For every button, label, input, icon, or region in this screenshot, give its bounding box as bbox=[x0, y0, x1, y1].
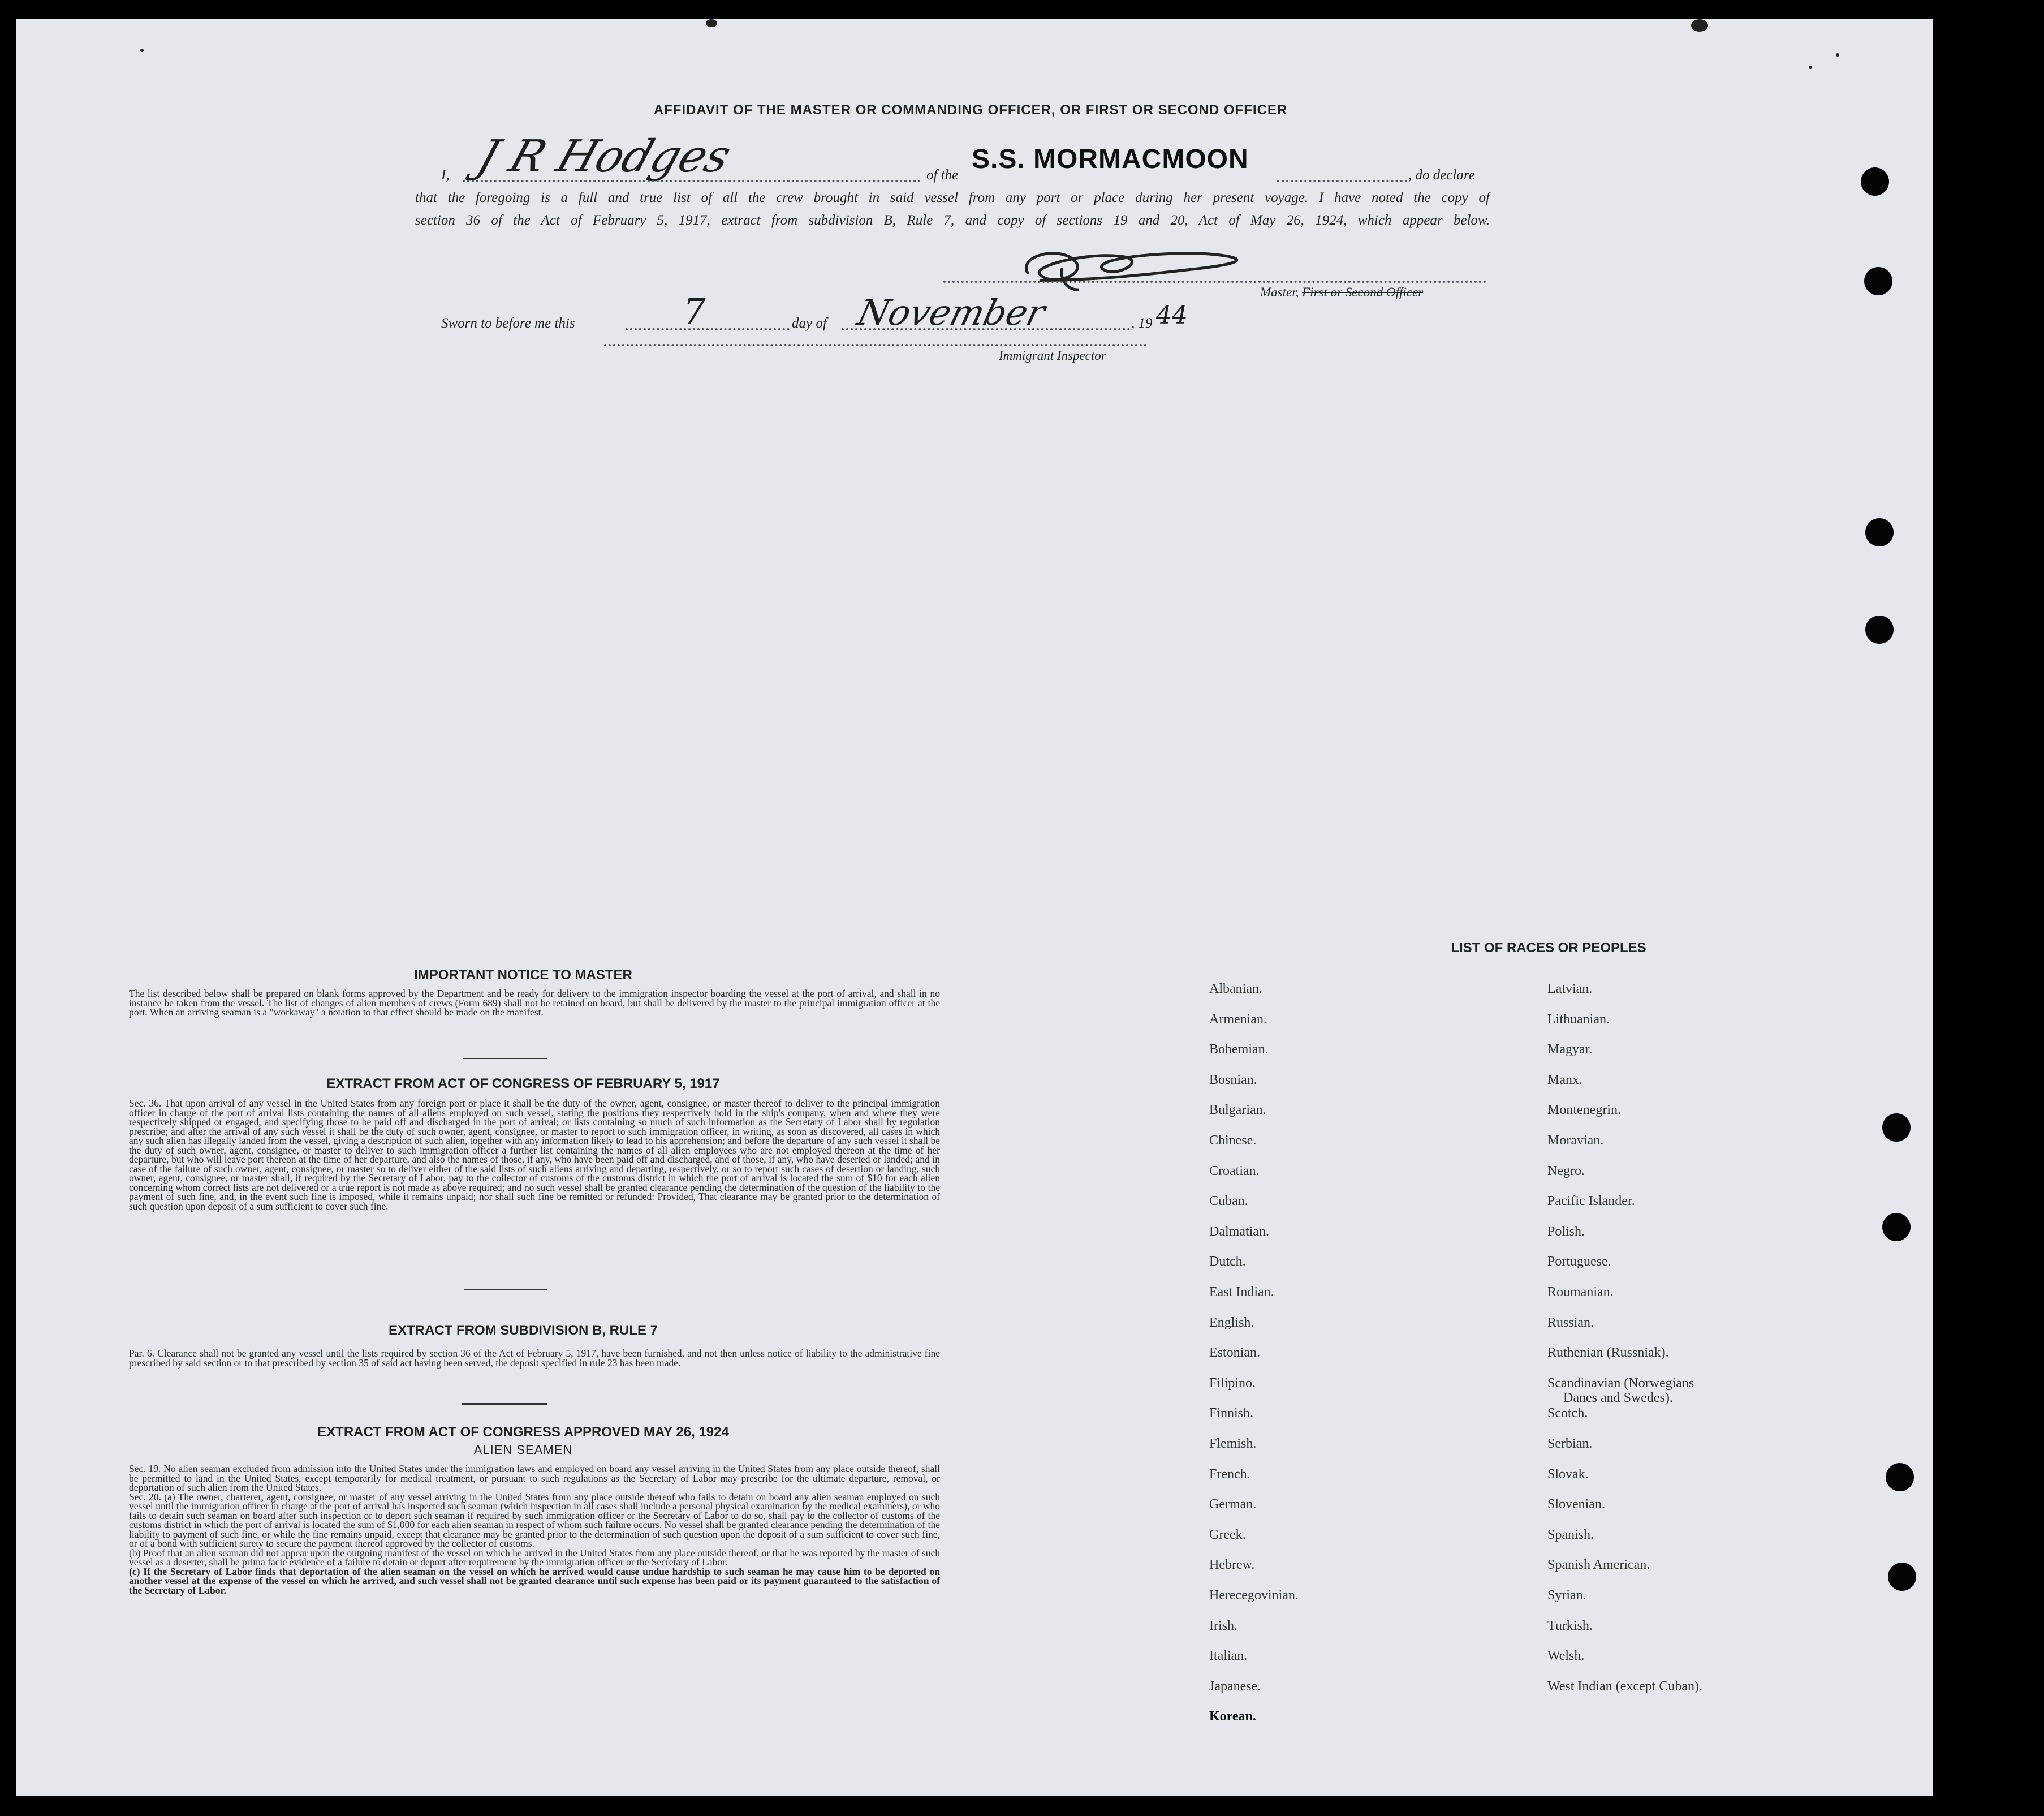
divider bbox=[464, 1289, 547, 1290]
race-item: Syrian. bbox=[1547, 1588, 1586, 1603]
race-item: Armenian. bbox=[1209, 1012, 1267, 1027]
punch-hole bbox=[1865, 518, 1894, 546]
race-item: Montenegrin. bbox=[1547, 1103, 1621, 1118]
punch-hole bbox=[1888, 1563, 1916, 1591]
month-dotted-line bbox=[842, 328, 1130, 330]
name-dotted-line bbox=[463, 180, 921, 182]
speck bbox=[1691, 19, 1708, 32]
race-item: Latvian. bbox=[1547, 982, 1593, 996]
punch-hole bbox=[1886, 1463, 1914, 1491]
sec20a-text: Sec. 20. (a) The owner, charterer, agent, consignee, or master of any vessel arriving in the United States from any place outside thereof who fails to detain on board any alien seaman employed on such vessel until the immigration officer in charge at the port of arrival has inspected such seaman (which inspection in all cases shall include a personal physical examination by the medical examiners), or who fails to detain such seaman on board after such inspection or to deport such seaman if required by such immigration officer or the Secretary of Labor to do so, shall pay to the collector of customs of the customs district in which the port of arrival is located the sum of $1,000 for each alien seaman in respect of whom such failure occurs. No vessel shall be granted clearance pending the determination of the liability to payment of such fine, or while the fine remains unpaid, except that clearance may be granted prior to the determination of such question upon the deposit of a sum sufficient to cover such fine, or of a bond with sufficient surety to secure the payment thereof approved by the collector of customs. bbox=[129, 1491, 940, 1549]
speck bbox=[140, 49, 144, 52]
speck bbox=[1809, 66, 1812, 69]
master-signature-line bbox=[943, 281, 1486, 283]
extract-1917-title: EXTRACT FROM ACT OF CONGRESS OF FEBRUARY 5, 1917 bbox=[326, 1076, 720, 1091]
race-item: Croatian. bbox=[1209, 1163, 1260, 1178]
race-item: Filipino. bbox=[1209, 1375, 1256, 1391]
year-prefix: , 19 bbox=[1131, 316, 1153, 331]
race-item: Serbian. bbox=[1547, 1436, 1593, 1451]
do-declare-label: , do declare bbox=[1408, 167, 1475, 183]
punch-hole bbox=[1861, 167, 1889, 196]
officer-struck-label: First or Second Officer bbox=[1302, 285, 1424, 299]
race-item: Portuguese. bbox=[1547, 1254, 1611, 1270]
divider bbox=[463, 1058, 547, 1059]
race-item: Bosnian. bbox=[1209, 1072, 1257, 1087]
speck bbox=[706, 19, 717, 27]
vessel-dotted-line bbox=[1277, 180, 1407, 182]
race-item: Spanish American. bbox=[1547, 1557, 1650, 1573]
day-value: 7 bbox=[683, 291, 706, 332]
race-item: Slovak. bbox=[1547, 1466, 1589, 1482]
sec19-text: Sec. 19. No alien seaman excluded from admission into the United States under the immigration laws and employed on board any vessel arriving in the United States from any place outside thereof, shall be permitted to land in the United States, except temporarily for medical treatment, or pursuant to such regulations as the Secretary of Labor may prescribe for the ultimate departure, removal, or deportation of such alien from the United States. bbox=[129, 1463, 940, 1493]
race-item: Dalmatian. bbox=[1209, 1224, 1269, 1239]
race-item: Spanish. bbox=[1547, 1527, 1594, 1542]
race-item: Albanian. bbox=[1209, 982, 1262, 996]
race-item: Manx. bbox=[1547, 1072, 1582, 1087]
race-item: Ruthenian (Russniak). bbox=[1547, 1345, 1669, 1361]
divider bbox=[462, 1403, 547, 1405]
race-item: Greek. bbox=[1209, 1527, 1246, 1542]
race-item: Slovenian. bbox=[1547, 1497, 1605, 1512]
sworn-label: Sworn to before me this bbox=[441, 316, 575, 331]
notice-column bbox=[106, 947, 940, 1694]
race-item: Turkish. bbox=[1547, 1618, 1593, 1633]
race-item: Bulgarian. bbox=[1209, 1103, 1266, 1118]
race-item: German. bbox=[1209, 1497, 1257, 1512]
affidavit-title: AFFIDAVIT OF THE MASTER OR COMMANDING OFFICER, OR FIRST OR SECOND OFFICER bbox=[653, 102, 1288, 118]
sec20c-text: (c) If the Secretary of Labor finds that deportation of the alien seaman on the vessel on which he arrived would cause undue hardship to such seaman he may cause him to be deported on another vessel at the expense of the vessel on which he arrived, and such vessel shall not be granted clearance until such expense has been paid or its payment guaranteed to the satisfaction of the Secretary of Labor. bbox=[129, 1565, 940, 1596]
race-item: French. bbox=[1209, 1466, 1250, 1482]
race-item: Welsh. bbox=[1547, 1649, 1585, 1664]
inspector-label: Immigrant Inspector bbox=[999, 348, 1106, 363]
notice-text: The list described below shall be prepared on blank forms approved by the Department and be ready for delivery to the immigration inspector boarding the vessel at the port of arrival, and shall in no instance be taken from the vessel. The list of changes of alien members of crews (Form 689) shall not be retained on board, but shall be delivered by the master to the principal immigration officer at the port. When an arriving seaman is a "workaway" a notation to that effect should be made on the manifest. bbox=[129, 988, 940, 1018]
race-item: Estonian. bbox=[1209, 1345, 1260, 1361]
race-item: Polish. bbox=[1547, 1224, 1585, 1239]
year-value: 44 bbox=[1156, 301, 1188, 330]
race-item: Finnish. bbox=[1209, 1406, 1254, 1421]
punch-hole bbox=[1882, 1113, 1911, 1142]
punch-hole bbox=[1882, 1213, 1911, 1241]
race-item: Italian. bbox=[1209, 1649, 1248, 1664]
extract-rule7-text: Par. 6. Clearance shall not be granted any vessel until the lists required by section 36 of the Act of February 5, 1917, have been furnished, and not then unless notice of liability to the administrative fine prescribed by said section or to that prescribed by section 35 of said act having been served, the deposit specified in rule 23 has been made. bbox=[129, 1348, 940, 1369]
race-item: Pacific Islander. bbox=[1547, 1194, 1635, 1209]
race-item: Lithuanian. bbox=[1547, 1012, 1610, 1027]
extract-1917-text: Sec. 36. That upon arrival of any vessel in the United States from any foreign port or place it shall be the duty of the owner, agent, consignee, or master thereof to deliver to the principal immigration officer in charge of the port of arrival lists containing the names of all aliens employed on such vessel, stating the positions they respectively hold in the ship's company, when and where they were respectively shipped or engaged, and specifying those to be paid off and discharged in the port of arrival; or lists containing so much of such information as the Secretary of Labor shall by regulation prescribe; and after the arrival of any such vessel it shall be the duty of such owner, agent, consignee, or master to report to such immigration officer, in writing, as soon as discovered, all cases in which any such alien has illegally landed from the vessel, giving a description of such alien, together with any information likely to lead to his apprehension; and before the departure of any such vessel it shall be the duty of such owner, agent, consignee, or master to deliver to such immigration officer a further list containing the names of all alien employees who are not employed thereon at the time of her departure, but who will leave port thereon at the time of her departure, and also the names of those, if any, who have been paid off and discharged, and of those, if any, who have deserted or landed; and in case of the failure of such owner, agent, consignee, or master so to deliver either of the said lists of such aliens arriving and departing, respectively, or so to report such cases of desertion or landing, such owner, agent, consignee, or master shall, if required by the Secretary of Labor, pay to the collector of customs of the customs district in which the port of arrival is located the sum of $10 for each alien concerning whom correct lists are not delivered or a true report is not made as above required; and no such vessel shall be granted clearance pending the determination of the question of the liability to the payment of such fine, and, in the event such fine is imposed, while it remains unpaid; nor shall such fine be remitted or refunded: Provided, That clearance may be granted prior to the determination of such question upon deposit of a sum sufficient to cover such fine. bbox=[129, 1098, 940, 1212]
notice-title: IMPORTANT NOTICE TO MASTER bbox=[414, 967, 632, 983]
extract-1924-subtitle: ALIEN SEAMEN bbox=[473, 1443, 573, 1457]
race-item: English. bbox=[1209, 1315, 1254, 1330]
race-item: West Indian (except Cuban). bbox=[1547, 1679, 1702, 1694]
race-item: Magyar. bbox=[1547, 1042, 1593, 1057]
race-item: Irish. bbox=[1209, 1618, 1237, 1633]
race-item: Moravian. bbox=[1547, 1133, 1604, 1148]
races-title: LIST OF RACES OR PEOPLES bbox=[1451, 940, 1646, 956]
of-the-label: of the bbox=[926, 167, 959, 183]
sec20b-text: (b) Proof that an alien seaman did not appear upon the outgoing manifest of the vessel on which he arrived in the United States from any place outside thereof, or that he was reported by the master of such vessel as a deserter, shall be prima facie evidence of a failure to detain or deport after requirement by the immigration officer or the Secretary of Labor. bbox=[129, 1547, 940, 1568]
race-item: Negro. bbox=[1547, 1163, 1585, 1178]
race-item: East Indian. bbox=[1209, 1285, 1274, 1299]
race-item: Bohemian. bbox=[1209, 1042, 1269, 1057]
race-item: Roumanian. bbox=[1547, 1285, 1614, 1299]
punch-hole bbox=[1864, 267, 1892, 295]
race-item: Danes and Swedes). bbox=[1563, 1390, 1673, 1405]
master-signature-scrawl bbox=[1006, 234, 1277, 296]
race-item: Scotch. bbox=[1547, 1406, 1588, 1421]
race-item: Cuban. bbox=[1209, 1194, 1248, 1209]
manifest-page bbox=[16, 19, 1933, 1796]
race-item: Flemish. bbox=[1209, 1436, 1257, 1451]
race-item: Dutch. bbox=[1209, 1254, 1246, 1270]
declaration-line-1: that the foregoing is a full and true list of all the crew brought in said vessel from any port or place during her present voyage. I have noted the copy of bbox=[415, 190, 1490, 205]
master-label: Master, bbox=[1260, 285, 1299, 299]
day-dotted-line bbox=[626, 328, 790, 330]
race-item: Herecegovinian. bbox=[1209, 1588, 1299, 1603]
master-title-label bbox=[1260, 285, 1423, 300]
extract-rule7-title: EXTRACT FROM SUBDIVISION B, RULE 7 bbox=[388, 1323, 658, 1338]
punch-hole bbox=[1865, 616, 1894, 644]
race-item: Russian. bbox=[1547, 1315, 1594, 1330]
declaration-line-2: section 36 of the Act of February 5, 1917, extract from subdivision B, Rule 7, and copy of sections 19 and 20, Act of May 26, 1924, which appear below. bbox=[415, 213, 1490, 228]
vessel-name: S.S. MORMACMOON bbox=[972, 144, 1249, 174]
speck bbox=[1836, 53, 1839, 57]
month-value: November bbox=[853, 292, 1050, 333]
race-item: Scandinavian (Norwegians bbox=[1547, 1375, 1694, 1391]
extract-1924-title: EXTRACT FROM ACT OF CONGRESS APPROVED MAY 26, 1924 bbox=[317, 1425, 729, 1440]
i-label: I, bbox=[441, 167, 450, 183]
extract-1924-text bbox=[106, 1464, 940, 1595]
inspector-signature-line bbox=[604, 344, 1147, 346]
race-item: Japanese. bbox=[1209, 1679, 1261, 1694]
race-item: Chinese. bbox=[1209, 1133, 1257, 1148]
master-name-signature: J R Hodges bbox=[471, 131, 738, 182]
race-item: Korean. bbox=[1209, 1709, 1256, 1724]
race-item: Hebrew. bbox=[1209, 1557, 1255, 1573]
day-of-label: day of bbox=[792, 316, 827, 331]
